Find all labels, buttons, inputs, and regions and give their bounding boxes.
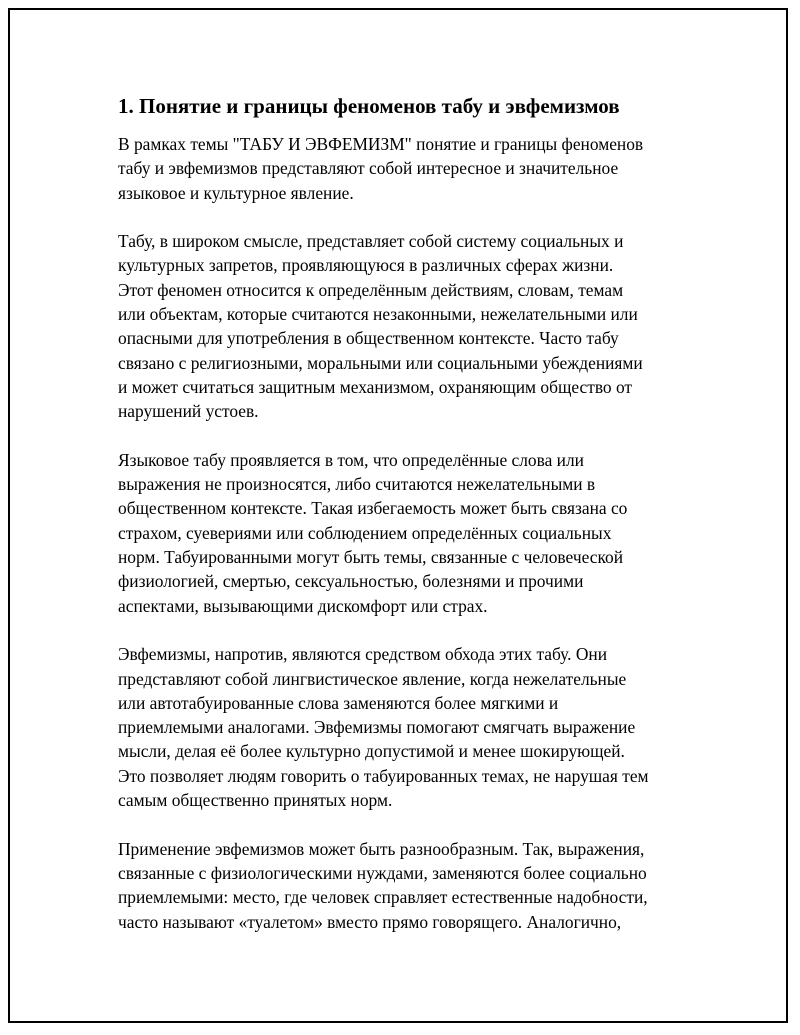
text-line: культурных запретов, проявляющуюся в различных сферах жизни. (118, 255, 614, 276)
text-line: страхом, суевериями или соблюдением определённых социальных (118, 522, 612, 543)
text-line: связанные с физиологическими нуждами, заменяются более социально (118, 862, 647, 883)
text-line: и может считаться защитным механизмом, охраняющим общество от (118, 376, 633, 397)
text-line: или автотабуированные слова заменяются более мягкими и (118, 692, 559, 713)
text-line: табу и эвфемизмов представляют собой интересное и значительное (118, 158, 619, 179)
text-line: опасными для употребления в общественном контексте. Часто табу (118, 328, 619, 349)
text-line: приемлемыми аналогами. Эвфемизмы помогают смягчать выражение (118, 717, 636, 738)
text-line: Этот феномен относится к определённым действиям, словам, темам (118, 279, 624, 300)
paragraph-intro (118, 132, 688, 205)
text-line: Применение эвфемизмов может быть разнообразным. Так, выражения, (118, 838, 645, 859)
text-line: представляют собой лингвистическое явление, когда нежелательные (118, 668, 627, 689)
section-heading: 1. Понятие и границы феноменов табу и эвфемизмов (118, 94, 620, 118)
text-line: физиологией, смертью, сексуальностью, болезнями и прочими (118, 571, 584, 592)
text-line: Языковое табу проявляется в том, что определённые слова или (118, 449, 584, 470)
paragraph-euphemisms (118, 642, 688, 812)
paragraph-taboo-definition (118, 229, 688, 423)
text-line: нарушений устоев. (118, 401, 259, 422)
text-line: приемлемыми: место, где человек справляет естественные надобности, (118, 887, 648, 908)
text-line: часто называют «туалетом» вместо прямо говорящего. Аналогично, (118, 911, 622, 932)
text-line: языковое и культурное явление. (118, 182, 354, 203)
text-line: выражения не произносятся, либо считаются нежелательными в (118, 474, 596, 495)
document-body (118, 92, 688, 958)
text-line: связано с религиозными, моральными или социальными убеждениями (118, 352, 643, 373)
paragraph-language-taboo (118, 448, 688, 618)
text-line: мысли, делая её более культурно допустимой и менее шокирующей. (118, 741, 625, 762)
text-line: аспектами, вызывающими дискомфорт или страх. (118, 595, 488, 616)
text-line: В рамках темы "ТАБУ И ЭВФЕМИЗМ" понятие и границы феноменов (118, 134, 644, 154)
text-line: самым общественно принятых норм. (118, 790, 393, 811)
text-line: норм. Табуированными могут быть темы, связанные с человеческой (118, 547, 624, 568)
paragraph-euphemism-usage (118, 837, 688, 934)
text-line: общественном контексте. Такая избегаемость может быть связана со (118, 498, 628, 519)
text-line: Эвфемизмы, напротив, являются средством обхода этих табу. Они (118, 644, 607, 665)
text-line: Табу, в широком смысле, представляет собой систему социальных и (118, 231, 624, 252)
text-line: или объектам, которые считаются незаконными, нежелательными или (118, 304, 638, 325)
text-line: Это позволяет людям говорить о табуированных темах, не нарушая тем (118, 765, 649, 786)
